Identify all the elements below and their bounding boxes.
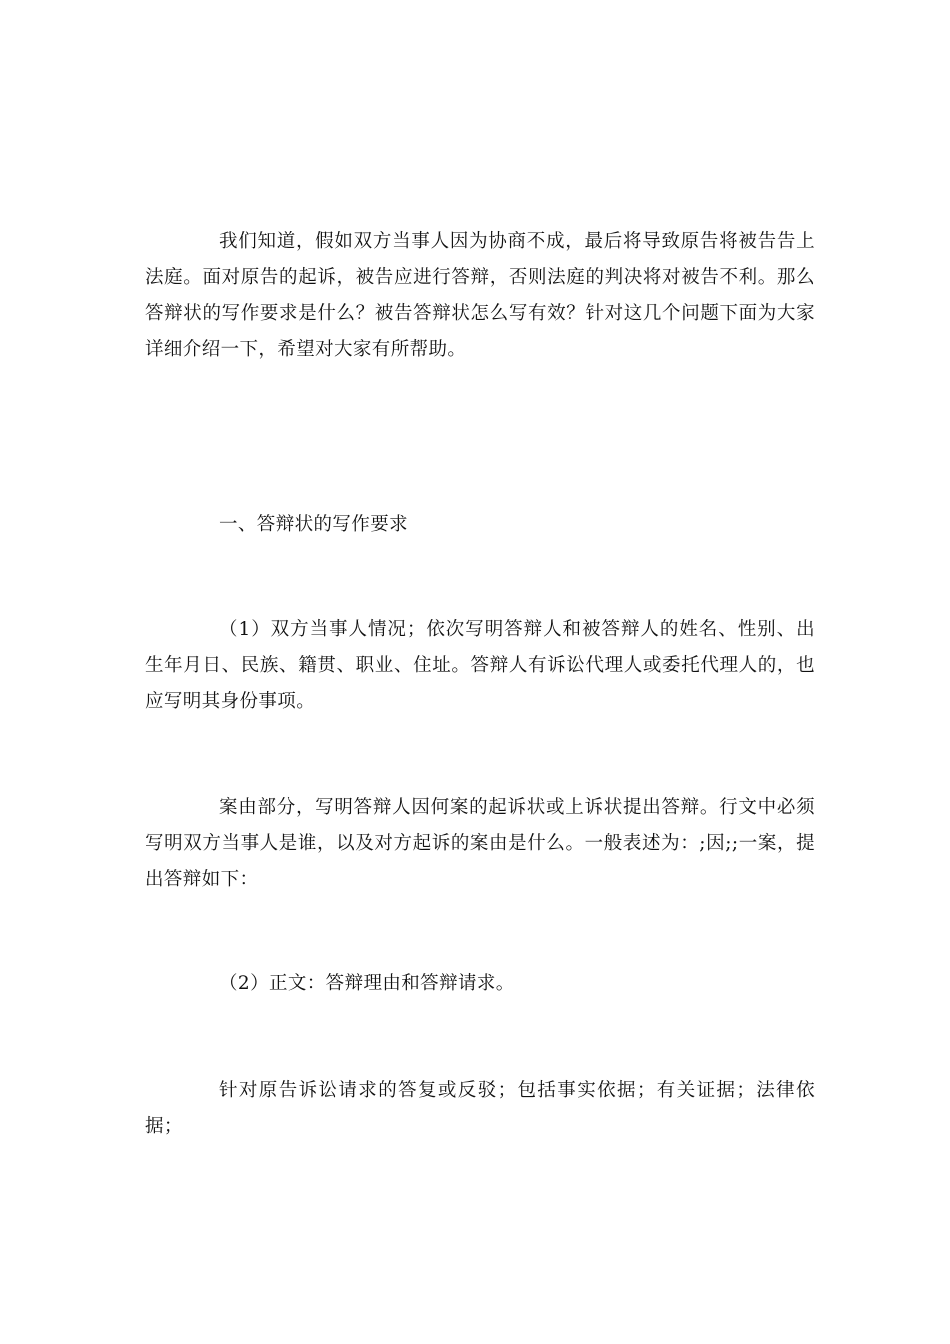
intro-paragraph: 我们知道，假如双方当事人因为协商不成，最后将导致原告将被告告上法庭。面对原告的起诉，被告应进行答辩，否则法庭的判决将对被告不利。那么答辩状的写作要求是什么？被告答辩状怎么写有效？针对这几个问题下面为大家详细介绍一下，希望对大家有所帮助。 [145, 231, 815, 360]
rebuttal-paragraph: 针对原告诉讼请求的答复或反驳；包括事实依据；有关证据；法律依据； [145, 1080, 815, 1137]
item-2-paragraph: （2）正文：答辩理由和答辩请求。 [219, 973, 515, 994]
section-heading: 一、答辩状的写作要求 [219, 514, 409, 535]
case-section-paragraph: 案由部分，写明答辩人因何案的起诉状或上诉状提出答辩。行文中必须写明双方当事人是谁，以及对方起诉的案由是什么。一般表述为：;因;;一案，提出答辩如下： [145, 797, 815, 890]
item-1-paragraph: （1）双方当事人情况；依次写明答辩人和被答辩人的姓名、性别、出生年月日、民族、籍贯、职业、住址。答辩人有诉讼代理人或委托代理人的，也应写明其身份事项。 [145, 619, 815, 712]
